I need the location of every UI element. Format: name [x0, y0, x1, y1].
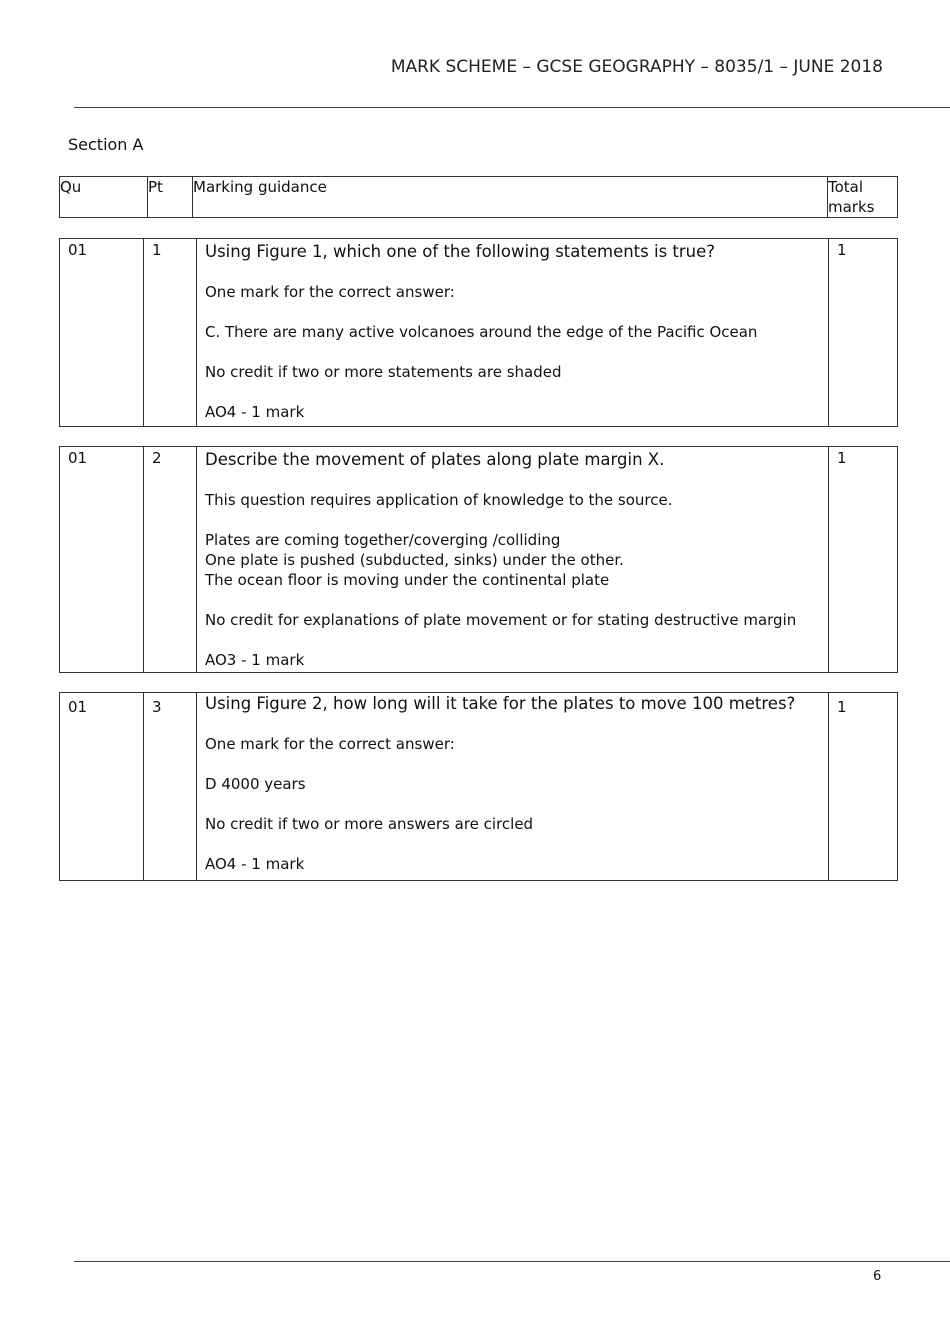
guidance-cell: [197, 447, 829, 673]
qu-cell: 01: [60, 447, 144, 673]
marks-cell: 1: [829, 239, 898, 427]
question-text: Using Figure 1, which one of the following statements is true?: [205, 242, 716, 261]
header-total: Total marks: [828, 177, 898, 218]
ao-text: AO3 - 1 mark: [205, 651, 305, 669]
table-header: [59, 176, 898, 218]
answer-text: D 4000 years: [205, 775, 306, 793]
marks-cell: 1: [829, 447, 898, 673]
qu-cell: 01: [60, 239, 144, 427]
qu-cell: 01: [60, 693, 144, 881]
answer-text: C. There are many active volcanoes around the edge of the Pacific Ocean: [205, 323, 758, 341]
ao-text: AO4 - 1 mark: [205, 403, 305, 421]
header-pt: Pt: [148, 177, 193, 218]
question-text: Describe the movement of plates along plate margin X.: [205, 450, 665, 469]
pt-cell: 3: [144, 693, 197, 881]
question-row-01-3: [59, 692, 898, 881]
guidance-cell: [197, 693, 829, 881]
intro-text: One mark for the correct answer:: [205, 283, 455, 301]
no-credit-text: No credit if two or more answers are circled: [205, 815, 534, 833]
section-label: Section A: [68, 135, 144, 154]
ao-text: AO4 - 1 mark: [205, 855, 305, 873]
question-row-01-1: [59, 238, 898, 427]
no-credit-text: No credit if two or more statements are shaded: [205, 363, 562, 381]
header-guidance: Marking guidance: [193, 177, 828, 218]
header-divider: [74, 107, 950, 108]
header-qu: Qu: [60, 177, 148, 218]
question-row-01-2: [59, 446, 898, 673]
answer-line: The ocean floor is moving under the continental plate: [205, 571, 610, 589]
guidance-cell: [197, 239, 829, 427]
no-credit-text: No credit for explanations of plate movement or for stating destructive margin: [205, 611, 797, 629]
question-text: Using Figure 2, how long will it take for the plates to move 100 metres?: [205, 694, 796, 713]
pt-cell: 2: [144, 447, 197, 673]
answer-line: Plates are coming together/coverging /colliding: [205, 531, 561, 549]
header-title: MARK SCHEME – GCSE GEOGRAPHY – 8035/1 – JUNE 2018: [390, 57, 883, 77]
intro-text: This question requires application of knowledge to the source.: [205, 491, 673, 509]
answer-line: One plate is pushed (subducted, sinks) under the other.: [205, 551, 624, 569]
footer-divider: [74, 1261, 950, 1262]
page-number: 6: [873, 1269, 882, 1284]
intro-text: One mark for the correct answer:: [205, 735, 455, 753]
pt-cell: 1: [144, 239, 197, 427]
marks-cell: 1: [829, 693, 898, 881]
